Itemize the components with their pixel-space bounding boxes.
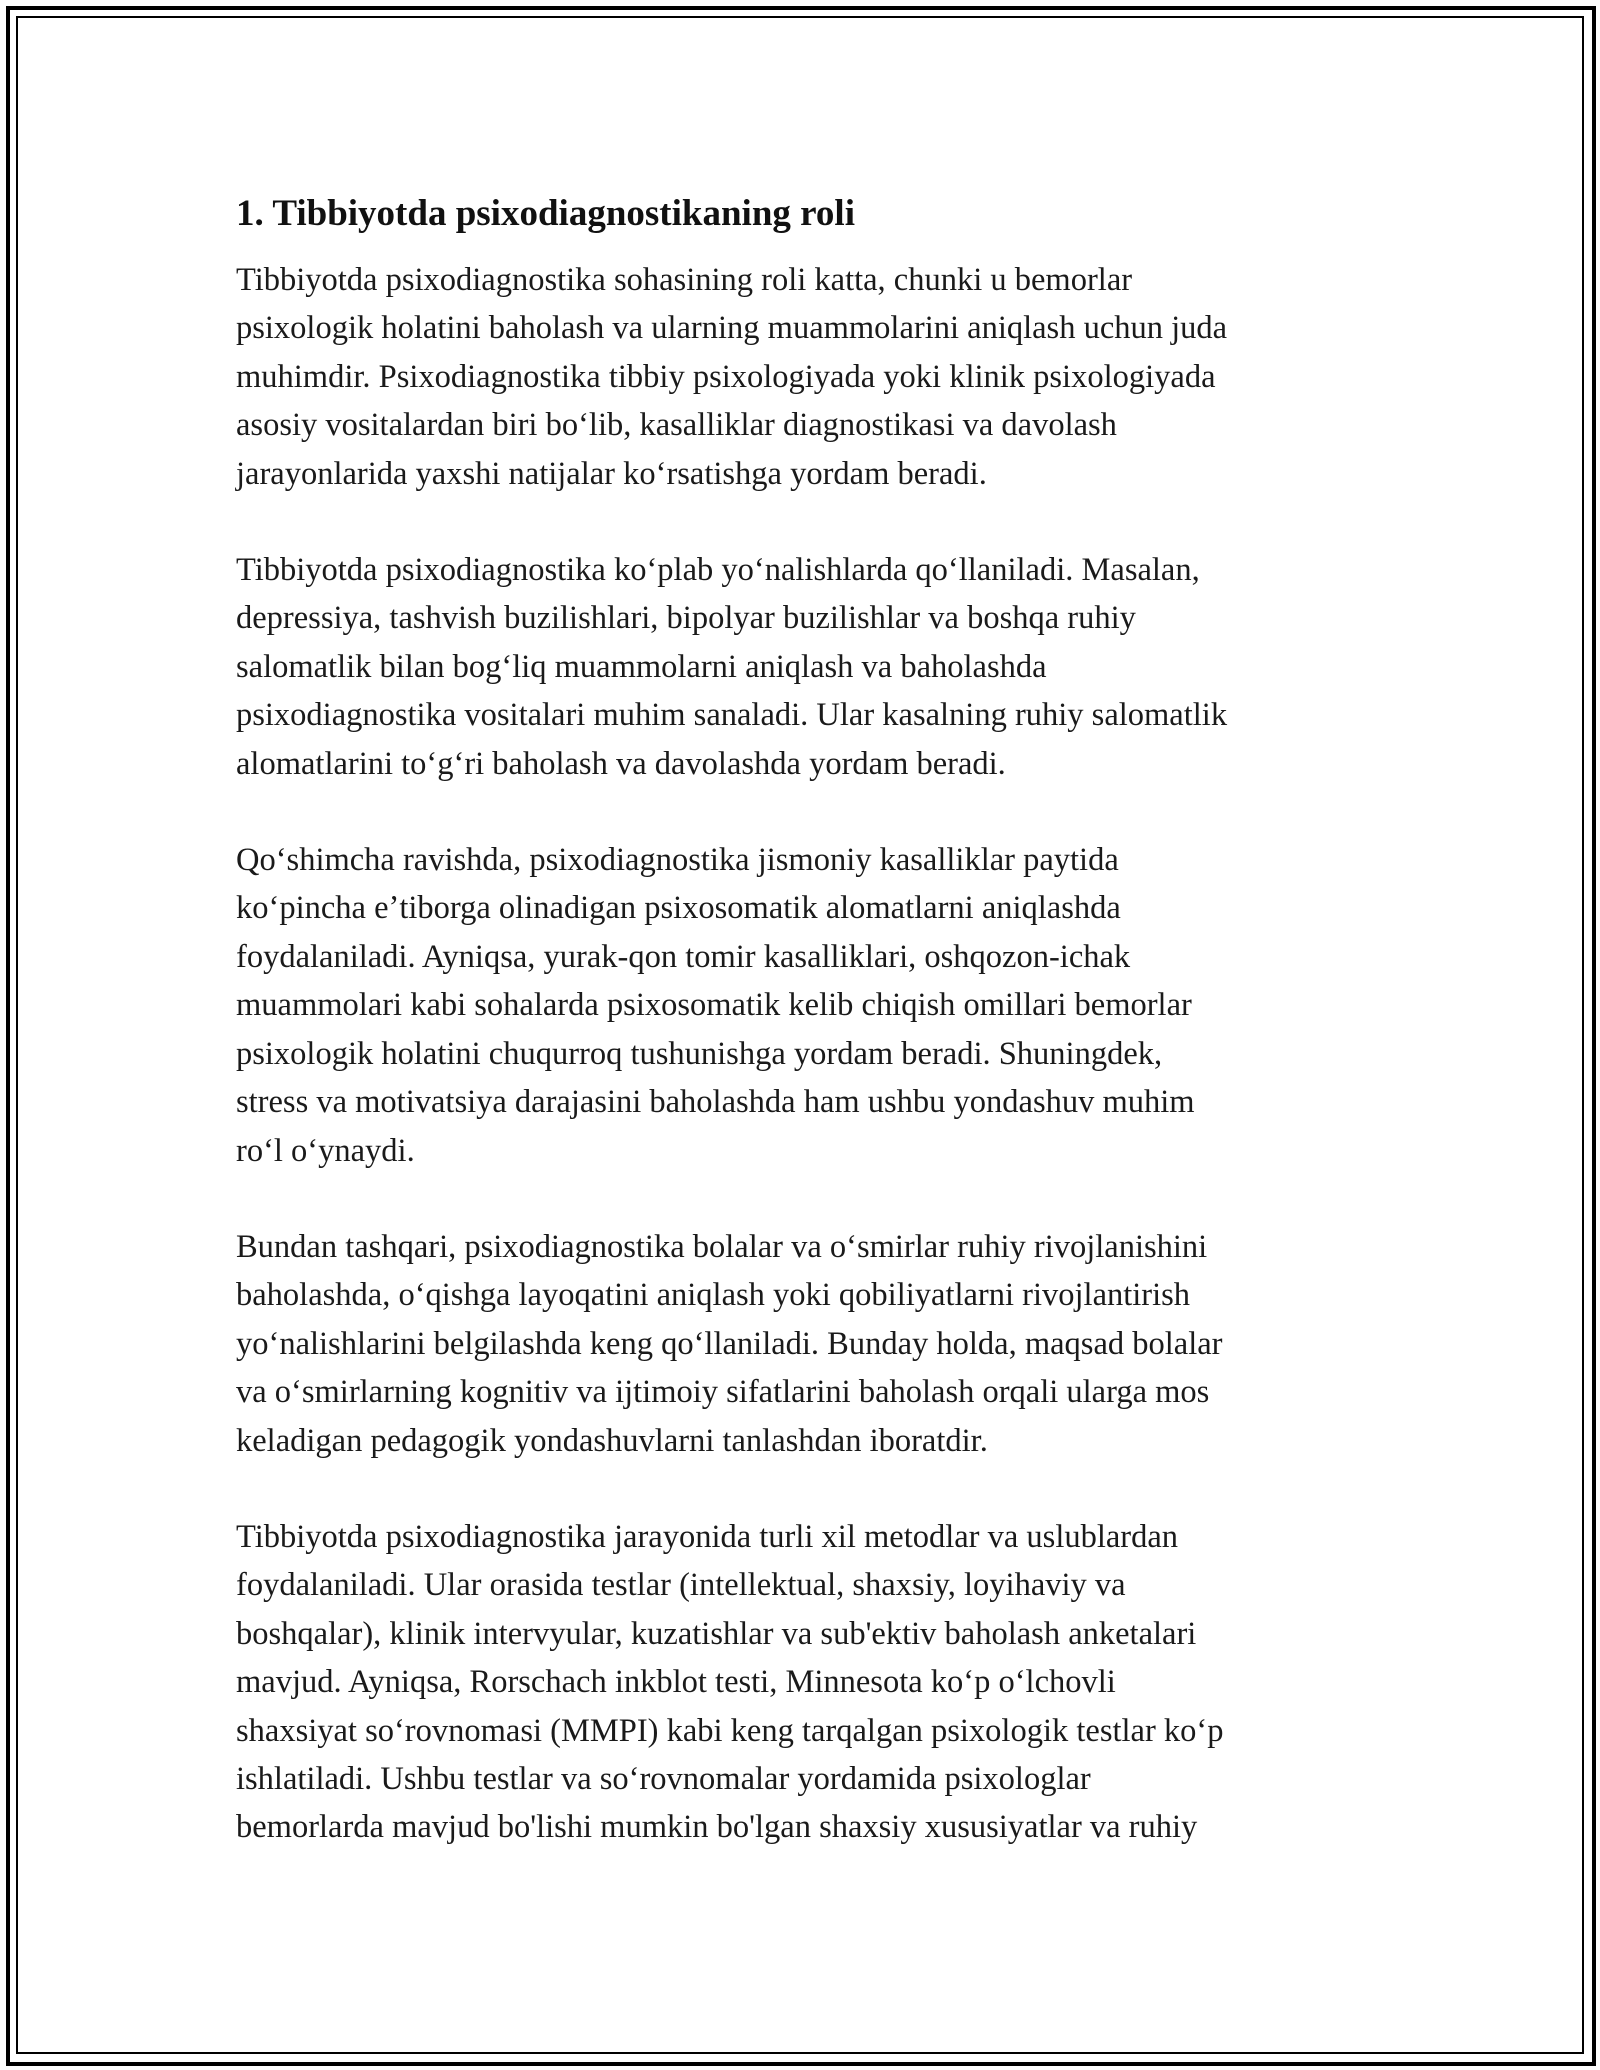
paragraph-1: Tibbiyotda psixodiagnostika sohasining roli katta, chunki u bemorlar psixologik holatini baholash va ularning muammolarini aniqlash uchun juda muhimdir. Psixodiagnostika tibbiy psixologiyada yoki klinik psixologiyada asosiy vositalardan biri boʻlib, kasalliklar diagnostikasi va davolash jarayonlarida yaxshi natijalar koʻrsatishga yordam beradi. xyxy=(236,262,1228,492)
document-body xyxy=(236,184,1386,1900)
section-heading: 1. Tibbiyotda psixodiagnostikaning roli xyxy=(236,193,855,234)
paragraph-4: Bundan tashqari, psixodiagnostika bolalar va oʻsmirlar ruhiy rivojlanishini baholashda, oʻqishga layoqatini aniqlash yoki qobiliyatlarni rivojlantirish yoʻnalishlarini belgilashda keng qoʻllaniladi. Bunday holda, maqsad bolalar va oʻsmirlarning kognitiv va ijtimoiy sifatlarini baholash orqali ularga mos keladigan pedagogik yondashuvlarni tanlashdan iboratdir. xyxy=(236,1228,1223,1459)
paragraph-3: Qoʻshimcha ravishda, psixodiagnostika jismoniy kasalliklar paytida koʻpincha eʼtiborga olinadigan psixosomatik alomatlarni aniqlashda foydalaniladi. Ayniqsa, yurak-qon tomir kasalliklari, oshqozon-ichak muammolari kabi sohalarda psixosomatik kelib chiqish omillari bemorlar psixologik holatini chuqurroq tushunishga yordam beradi. Shuningdek, stress va motivatsiya darajasini baholashda ham ushbu yondashuv muhim roʻl oʻynaydi. xyxy=(236,842,1195,1169)
paragraph-2: Tibbiyotda psixodiagnostika koʻplab yoʻnalishlarda qoʻllaniladi. Masalan, depressiya, tashvish buzilishlari, bipolyar buzilishlar va boshqa ruhiy salomatlik bilan bogʻliq muammolarni aniqlash va baholashda psixodiagnostika vositalari muhim sanaladi. Ular kasalning ruhiy salomatlik alomatlarini toʻgʻri baholash va davolashda yordam beradi. xyxy=(236,552,1228,782)
paragraph-5: Tibbiyotda psixodiagnostika jarayonida turli xil metodlar va uslublardan foydalaniladi. Ular orasida testlar (intellektual, shaxsiy, loyihaviy va boshqalar), klinik intervyular, kuzatishlar va sub'ektiv baholash anketalari mavjud. Ayniqsa, Rorschach inkblot testi, Minnesota koʻp oʻlchovli shaxsiyat soʻrovnomasi (MMPI) kabi keng tarqalgan psixologik testlar koʻp ishlatiladi. Ushbu testlar va soʻrovnomalar yordamida psixologlar bemorlarda mavjud bo'lishi mumkin bo'lgan shaxsiy xususiyatlar va ruhiy xyxy=(236,1518,1224,1846)
